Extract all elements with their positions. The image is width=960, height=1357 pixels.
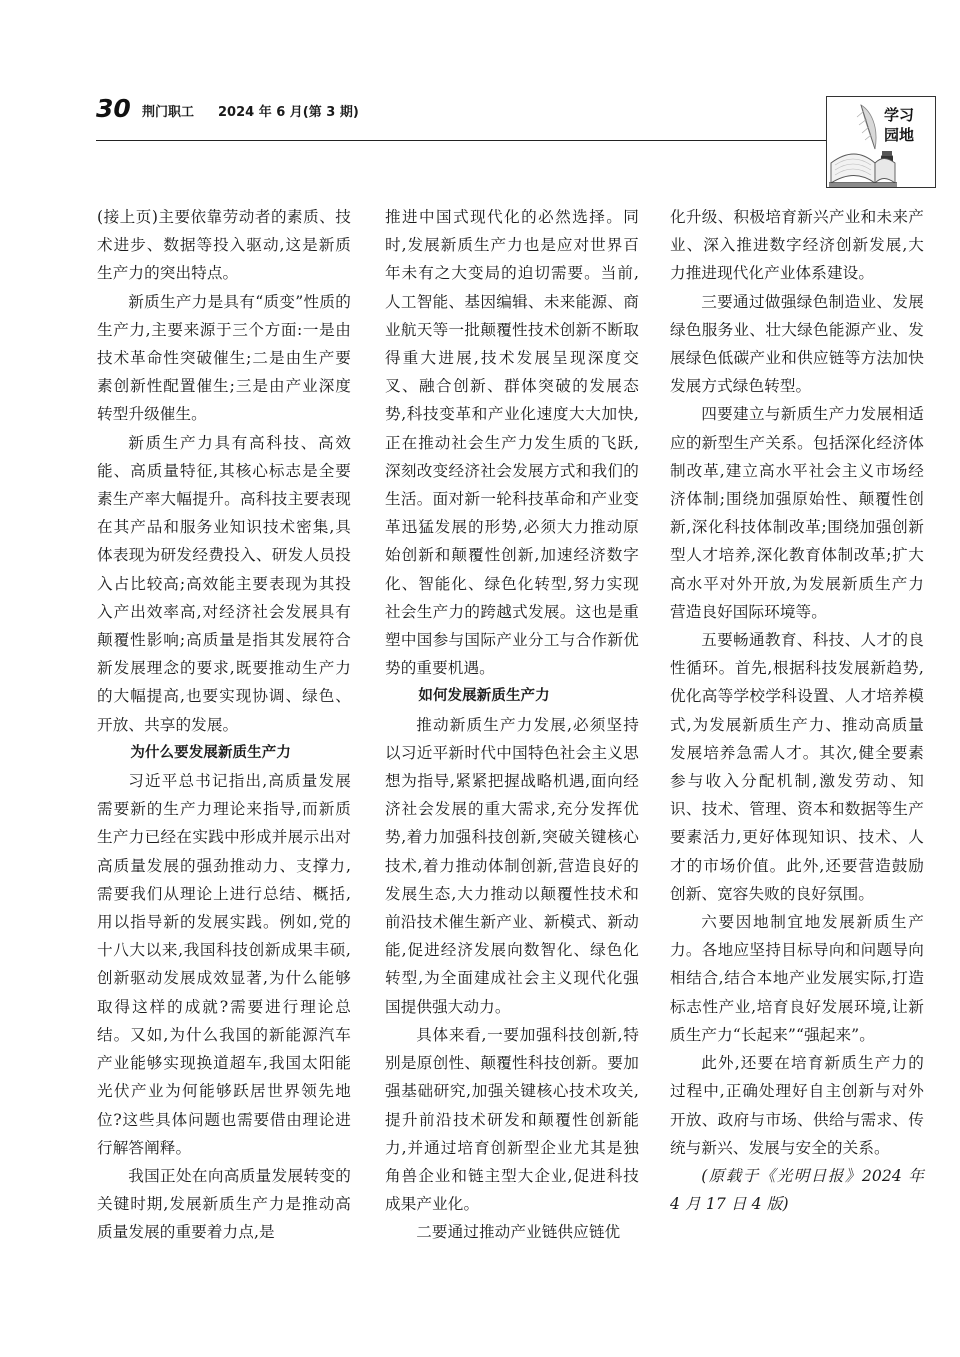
paragraph: 推动新质生产力发展,必须坚持以习近平新时代中国特色社会主义思想为指导,紧紧把握战略机遇,面向经济社会发展的重大需求,充分发挥优势,着力加强科技创新,突破关键核心技术,着力推动体制创新,营造良好的发展生态,大力推动以颠覆性技术和前沿技术催生新产业、新模式、新动能,促进经济发展向数智化、绿色化转型,为全面建成社会主义现代化强国提供强大动力。 [385, 715, 639, 1016]
paragraph: 推进中国式现代化的必然选择。同时,发展新质生产力也是应对世界百年未有之大变局的迫切需要。当前,人工智能、基因编辑、未来能源、商业航天等一批颠覆性技术创新不断取得重大进展,技术发展呈现深度交叉、融合创新、群体突破的发展态势,科技变革和产业化速度大大加快,正在推动社会生产力发生质的飞跃,深刻改变经济社会发展方式和我们的生活。面对新一轮科技革命和产业变革迅猛发展的形势,必须大力推动原始创新和颠覆性创新,加速经济数字化、智能化、绿色化转型,努力实现社会生产力的跨越式发展。这也是重塑中国参与国际产业分工与合作新优势的重要机遇。 [385, 208, 639, 678]
paragraph: 新质生产力是具有“质变”性质的生产力,主要来源于三个方面:一是由技术革命性突破催生;二是由生产要素创新性配置催生;三是由产业深度转型升级催生。 [97, 292, 351, 424]
paragraph: 此外,还要在培育新质生产力的过程中,正确处理好自主创新与对外开放、政府与市场、供给与需求、传统与新兴、发展与安全的关系。 [670, 1054, 924, 1157]
text-column-2 [385, 203, 639, 1247]
magazine-name: 荆门职工 [142, 105, 195, 120]
section-heading: 为什么要发展新质生产力 [130, 744, 291, 761]
badge-line-1: 学习 [883, 106, 914, 124]
text-column-3 [670, 203, 924, 1218]
paragraph: 我国正处在向高质量发展转变的关键时期,发展新质生产力是推动高质量发展的重要着力点,是 [97, 1166, 351, 1242]
paragraph: 习近平总书记指出,高质量发展需要新的生产力理论来指导,而新质生产力已经在实践中形成并展示出对高质量发展的强劲推动力、支撑力,需要我们从理论上进行总结、概括,用以指导新的发展实践。例如,党的十八大以来,我国科技创新成果丰硕,创新驱动发展成效显著,为什么能够取得这样的成就?需要进行理论总结。又如,为什么我国的新能源汽车产业能够实现换道超车,我国太阳能光伏产业为何能够跃居世界领先地位?这些具体问题也需要借由理论进行解答阐释。 [97, 772, 351, 1157]
paragraph: 六要因地制宜地发展新质生产力。各地应坚持目标导向和问题导向相结合,结合本地产业发展实际,打造标志性产业,培育良好发展环境,让新质生产力“长起来”“强起来”。 [670, 913, 924, 1044]
paragraph: 四要建立与新质生产力发展相适应的新型生产关系。包括深化经济体制改革,建立高水平社会主义市场经济体制;围绕加强原始性、颠覆性创新,深化科技体制改革;围绕加强创新型人才培养,深化教育体制改革;扩大高水平对外开放,为发展新质生产力营造良好国际环境等。 [670, 405, 924, 621]
section-heading: 如何发展新质生产力 [418, 688, 550, 705]
paragraph: 二要通过推动产业链供应链优 [416, 1223, 621, 1242]
badge-title [873, 105, 925, 145]
issue-date: 2024 年 6 月(第 3 期) [218, 105, 359, 120]
paragraph: 三要通过做强绿色制造业、发展绿色服务业、壮大绿色能源产业、发展绿色低碳产业和供应链等方法加快发展方式绿色转型。 [670, 292, 924, 396]
paragraph: 五要畅通教育、科技、人才的良性循环。首先,根据科技发展新趋势,优化高等学校学科设置、人才培养模式,为发展新质生产力、推动高质量发展培养急需人才。其次,健全要素参与收入分配机制,激发劳动、知识、技术、管理、资本和数据等生产要素活力,更好体现知识、技术、人才的市场价值。此外,还要营造鼓励创新、宽容失败的良好氛围。 [670, 631, 924, 903]
badge-line-2: 园地 [883, 126, 914, 144]
paragraph: (接上页)主要依靠劳动者的素质、技术进步、数据等投入驱动,这是新质生产力的突出特点。 [97, 208, 351, 283]
paragraph: 化升级、积极培育新兴产业和未来产业、深入推进数字经济创新发展,大力推进现代化产业体系建设。 [670, 208, 924, 283]
header-rule [96, 140, 826, 141]
paragraph: 新质生产力具有高科技、高效能、高质量特征,其核心标志是全要素生产率大幅提升。高科技主要表现在其产品和服务业知识技术密集,具体表现为研发经费投入、研发人员投入占比较高;高效能主要表现为其投入产出效率高,对经济社会发展具有颠覆性影响;高质量是指其发展符合新发展理念的要求,既要推动生产力的大幅提高,也要实现协调、绿色、开放、共享的发展。 [97, 433, 351, 734]
page-number: 30 [96, 94, 131, 123]
page-header [0, 0, 960, 200]
section-badge [826, 96, 936, 188]
source-note: (原载于《光明日报》2024 年 4 月 17 日 4 版) [670, 1166, 924, 1214]
text-column-1 [97, 203, 351, 1247]
paragraph: 具体来看,一要加强科技创新,特别是原创性、颠覆性科技创新。要加强基础研究,加强关键核心技术攻关,提升前沿技术研发和颠覆性创新能力,并通过培育创新型企业尤其是独角兽企业和链主型大企业,促进科技成果产业化。 [385, 1025, 639, 1214]
